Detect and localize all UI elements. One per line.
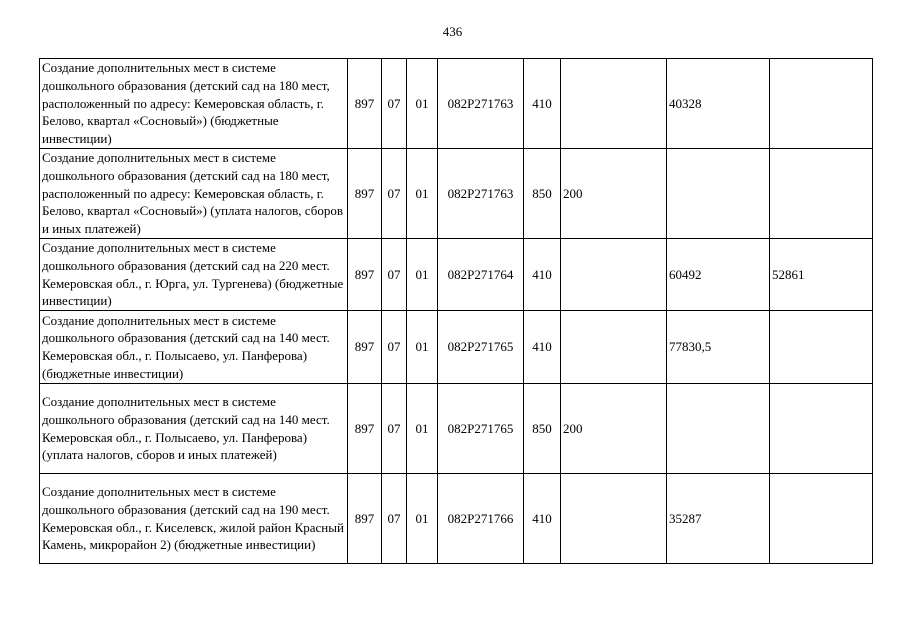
target-article-code: 082P271764 xyxy=(438,239,524,311)
amount-col9 xyxy=(770,311,873,384)
subsection-code: 01 xyxy=(407,239,438,311)
expense-type-code: 410 xyxy=(524,311,561,384)
row-description: Создание дополнительных мест в системе дошкольного образования (детский сад на 180 мест, расположенный по адресу: Кемеровская область, г. Белово, квартал «Сосновый») (уплата налогов, сборов и иных платежей) xyxy=(40,149,348,239)
amount-col8: 77830,5 xyxy=(667,311,770,384)
amount-col7 xyxy=(561,239,667,311)
subsection-code: 01 xyxy=(407,311,438,384)
ministry-code: 897 xyxy=(348,59,382,149)
amount-col9 xyxy=(770,149,873,239)
expense-type-code: 410 xyxy=(524,474,561,564)
ministry-code: 897 xyxy=(348,311,382,384)
amount-col8 xyxy=(667,149,770,239)
subsection-code: 01 xyxy=(407,384,438,474)
section-code: 07 xyxy=(382,59,407,149)
amount-col7 xyxy=(561,474,667,564)
section-code: 07 xyxy=(382,149,407,239)
amount-col8: 60492 xyxy=(667,239,770,311)
subsection-code: 01 xyxy=(407,149,438,239)
amount-col7 xyxy=(561,311,667,384)
row-description: Создание дополнительных мест в системе дошкольного образования (детский сад на 220 мест. Кемеровская обл., г. Юрга, ул. Тургенева) (бюджетные инвестиции) xyxy=(40,239,348,311)
section-code: 07 xyxy=(382,474,407,564)
amount-col9 xyxy=(770,59,873,149)
target-article-code: 082P271763 xyxy=(438,59,524,149)
expense-type-code: 850 xyxy=(524,384,561,474)
table-row xyxy=(40,59,873,149)
ministry-code: 897 xyxy=(348,239,382,311)
section-code: 07 xyxy=(382,239,407,311)
table-row xyxy=(40,239,873,311)
table-row xyxy=(40,311,873,384)
section-code: 07 xyxy=(382,311,407,384)
budget-table xyxy=(39,58,873,564)
amount-col7: 200 xyxy=(561,384,667,474)
target-article-code: 082P271765 xyxy=(438,311,524,384)
ministry-code: 897 xyxy=(348,384,382,474)
section-code: 07 xyxy=(382,384,407,474)
expense-type-code: 410 xyxy=(524,239,561,311)
amount-col7: 200 xyxy=(561,149,667,239)
amount-col8: 40328 xyxy=(667,59,770,149)
ministry-code: 897 xyxy=(348,149,382,239)
row-description: Создание дополнительных мест в системе дошкольного образования (детский сад на 180 мест, расположенный по адресу: Кемеровская область, г. Белово, квартал «Сосновый») (бюджетные инвестиции) xyxy=(40,59,348,149)
table-row xyxy=(40,474,873,564)
table-row xyxy=(40,149,873,239)
row-description: Создание дополнительных мест в системе дошкольного образования (детский сад на 140 мест. Кемеровская обл., г. Полысаево, ул. Панферова) (уплата налогов, сборов и иных платежей) xyxy=(40,384,348,474)
table-row xyxy=(40,384,873,474)
amount-col9 xyxy=(770,474,873,564)
row-description: Создание дополнительных мест в системе дошкольного образования (детский сад на 140 мест. Кемеровская обл., г. Полысаево, ул. Панферова) (бюджетные инвестиции) xyxy=(40,311,348,384)
row-description: Создание дополнительных мест в системе дошкольного образования (детский сад на 190 мест. Кемеровская обл., г. Киселевск, жилой район Красный Камень, микрорайон 2) (бюджетные инвестиции) xyxy=(40,474,348,564)
target-article-code: 082P271763 xyxy=(438,149,524,239)
amount-col7 xyxy=(561,59,667,149)
amount-col9: 52861 xyxy=(770,239,873,311)
expense-type-code: 850 xyxy=(524,149,561,239)
target-article-code: 082P271765 xyxy=(438,384,524,474)
target-article-code: 082P271766 xyxy=(438,474,524,564)
subsection-code: 01 xyxy=(407,59,438,149)
subsection-code: 01 xyxy=(407,474,438,564)
expense-type-code: 410 xyxy=(524,59,561,149)
amount-col8 xyxy=(667,384,770,474)
table-body xyxy=(40,59,873,564)
ministry-code: 897 xyxy=(348,474,382,564)
amount-col8: 35287 xyxy=(667,474,770,564)
amount-col9 xyxy=(770,384,873,474)
page-number: 436 xyxy=(442,24,463,39)
